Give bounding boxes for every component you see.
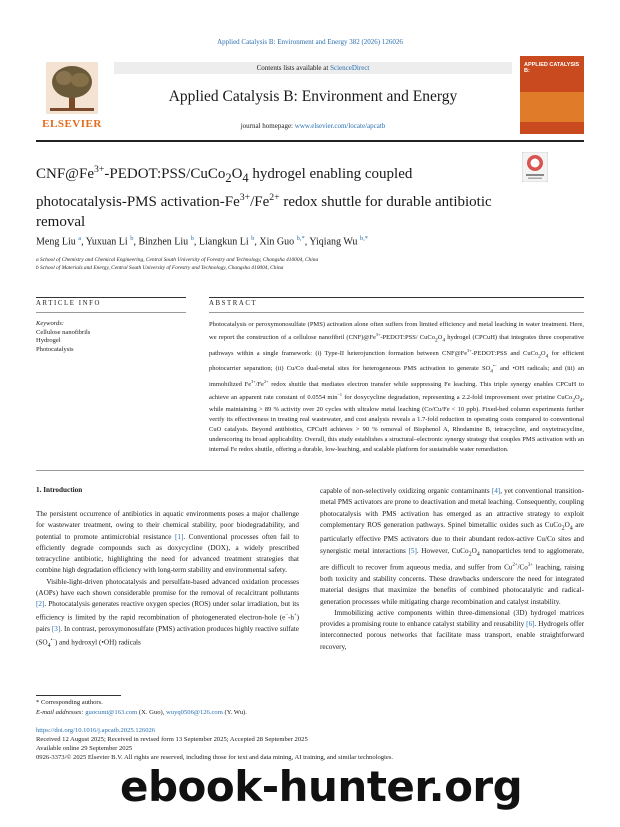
affiliation-b: b School of Materials and Energy, Central South University of Forestry and Technology, Changsha 410004, China <box>36 265 284 271</box>
journal-cover[interactable] <box>520 56 584 134</box>
abstract-text: Photocatalysis or peroxymonosulfate (PMS) activation alone often suffers from limited efficiency and metal leaching in water treatment. Here, we report the construction of a cellulose nanofibril $(CNF)@Fe^{3+}-PEDOT:PSS/$ $CuCo_2O_4$ hydrogel (CPCuH) that integrates three cooperative pathways within a single framework: (i) Type-II heterojunction formation between $CNF@Fe^{3+}-PEDOT:PSS$ and $CuCo_2O_4$ for efficient photocarrier separation; (ii) Cu/Co dual-metal sites for heterogeneous PMS activation to generate $SO_4^{•-}$ and •OH radicals; and (iii) an immobilized $Fe^{3+}/Fe^{2+}$ redox shuttle that mediates electron transfer while suppressing Fe leaching. This triple synergy enables CPCuH to achieve an apparent rate constant of 0.0554 $\min^{-1}$ for doxycycline degradation, representing a 2.2-fold improvement over pristine $CuCo_2O_4$, while maintaining > 89 % activity over 20 cycles with ultralow metal leaching (Co/Cu/Fe < 10 ppb). Fixed-bed column experiments further verify its effectiveness in treating real wastewater, and cost analysis reveals a 1.7-fold reduction in operating costs compared to conventional CuO catalysts. Beyond antibiotics, CPCuH achieves > 90 % removal of Bisphenol A, Rhodamine B, tetracycline, and oxytetracycline, underscoring its broad applicability. Overall, this study establishes a structural–electronic synergy strategy that couples PMS activation with an internal Fe redox shuttle, offering a durable, low-leaching, and scalable platform for sustainable water remediation. <box>209 321 585 454</box>
affiliation-a: a School of Chemistry and Chemical Engineering, Central South University of Forestry and Technology, Changsha 410004, China <box>36 257 319 263</box>
contents-band <box>114 62 512 74</box>
footnote-rule <box>36 695 121 696</box>
received-dates: Received 12 August 2025; Received in revised form 13 September 2025; Accepted 28 September 2025 <box>36 736 308 743</box>
available-online: Available online 29 September 2025 <box>36 745 133 752</box>
article-info-heading: ARTICLE INFO <box>36 300 102 307</box>
journal-reference[interactable]: Applied Catalysis B: Environment and Energy 382 (2026) 126026 <box>217 38 403 46</box>
tree-icon <box>46 62 98 114</box>
article-info-rule <box>36 297 186 298</box>
watermark: ebook-hunter.org <box>120 762 523 811</box>
affiliations <box>36 256 576 272</box>
publisher-name: ELSEVIER <box>42 118 102 130</box>
sciencedirect-link[interactable]: ScienceDirect <box>330 64 370 72</box>
keywords-label: Keywords: <box>36 320 64 327</box>
article-history <box>36 726 584 762</box>
elsevier-logo <box>36 56 108 136</box>
copyright: 0926-3373/© 2025 Elsevier B.V. All rights are reserved, including those for text and data mining, AI training, and similar technologies. <box>36 754 394 761</box>
abstract-heading: ABSTRACT <box>209 300 258 307</box>
doi-link[interactable]: https://doi.org/10.1016/j.apcatb.2025.126026 <box>36 727 156 734</box>
abstract-subrule <box>209 312 584 313</box>
check-for-updates-icon[interactable] <box>522 152 548 182</box>
body-column-left: The persistent occurrence of antibiotics in aquatic environments poses a major challenge for wastewater treatment, owing to their chemical stability, poor biodegradability, and potential to promote antimicrobial resistance [1]. Conventional processes often fail to efficiently degrade compounds such as doxycycline (DOX), a widely prescribed tetracycline antibiotic, highlighting the need for advanced treatment strategies that combine high degradation efficiency with long-term stability and environmental safety. Visible-light-driven photocatalysis and persulfate-based advanced oxidation processes (AOPs) have each shown considerable promise for the removal of recalcitrant pollutants [2]. Photocatalysis generates reactive oxygen species (ROS) under solar irradiation, but its efficiency is limited by the rapid recombination of photogenerated electron-hole (e−-h+) pairs [3]. In contrast, peroxymonosulfate (PMS) activation produces highly reactive sulfate $(SO_4^{•-})$ and hydroxyl (•OH) radicals <box>36 510 299 649</box>
journal-header <box>36 56 584 134</box>
footnotes <box>36 698 336 717</box>
keyword-item: Hydrogel <box>36 337 61 344</box>
email-addresses[interactable]: E-mail addresses: guocumt@163.com (X. Guo), wuyq0506@126.com (Y. Wu). <box>36 708 247 716</box>
body-column-right: capable of non-selectively oxidizing organic contaminants [4], yet conventional transition-metal PMS activators are prone to deactivation and metal leaching. Consequently, coupling photocatalysis with PMS activation has emerged as an attractive strategy to exploit complementary ROS generation pathways. Spinel bimetallic oxides such as $CuCo_2O_4$ are particularly effective PMS activators due to their abundant redox-active Cu/Co sites and synergistic metal interactions [5]. However, $CuCo_2O_4$ nanoparticles tend to agglomerate, are difficult to recover from aqueous media, and suffer from $Cu^{2+}/Co^{3+}$ leaching, raising both toxicity and stability concerns. These drawbacks underscore the need for integrated material designs that maximize the benefits of combined photocatalytic and radical-generation processes while mitigating charge recombination and catalyst instability. Immobilizing active components within three-dimensional (3D) hydrogel matrices provides a promising route to enhance catalyst stability and reusability [6]. Hydrogels offer interconnected porous networks that facilitate mass transport, enable straightforward recovery, <box>320 487 585 651</box>
article-info-subrule <box>36 312 186 313</box>
abstract-bottom-rule <box>36 470 584 471</box>
homepage-link[interactable]: www.elsevier.com/locate/apcatb <box>294 122 386 130</box>
article-title: $CNF@Fe^{3+}-PEDOT:PSS/CuCo_2O_4$ hydrogel enabling coupled photocatalysis-PMS activation-$Fe^{3+}/Fe^{2+}$ redox shuttle for durable antibiotic removal <box>36 164 492 230</box>
journal-title: Applied Catalysis B: Environment and Energy <box>168 88 458 105</box>
journal-homepage <box>114 122 512 130</box>
homepage-prefix: journal homepage: <box>240 122 295 130</box>
corresponding-note: * Corresponding authors. <box>36 699 103 706</box>
cover-band <box>520 92 584 122</box>
abstract-rule <box>209 297 584 298</box>
contents-prefix: Contents lists available at <box>256 64 331 72</box>
header-rule <box>36 140 584 142</box>
author-list: Meng Liu $^a$, Yuxuan Li $^b$, Binzhen Liu $^b$, Liangkun Li $^b$, Xin Guo $^{b,*}$, Yiqiang Wu $^{b,*}$ <box>36 235 369 248</box>
cover-title: APPLIED CATALYSIS B: <box>524 62 580 74</box>
keyword-item: Cellulose nanofibrils <box>36 328 91 336</box>
introduction-heading: 1. Introduction <box>36 486 83 494</box>
keywords-block <box>36 320 186 354</box>
keyword-item: Photocatalysis <box>36 345 74 353</box>
